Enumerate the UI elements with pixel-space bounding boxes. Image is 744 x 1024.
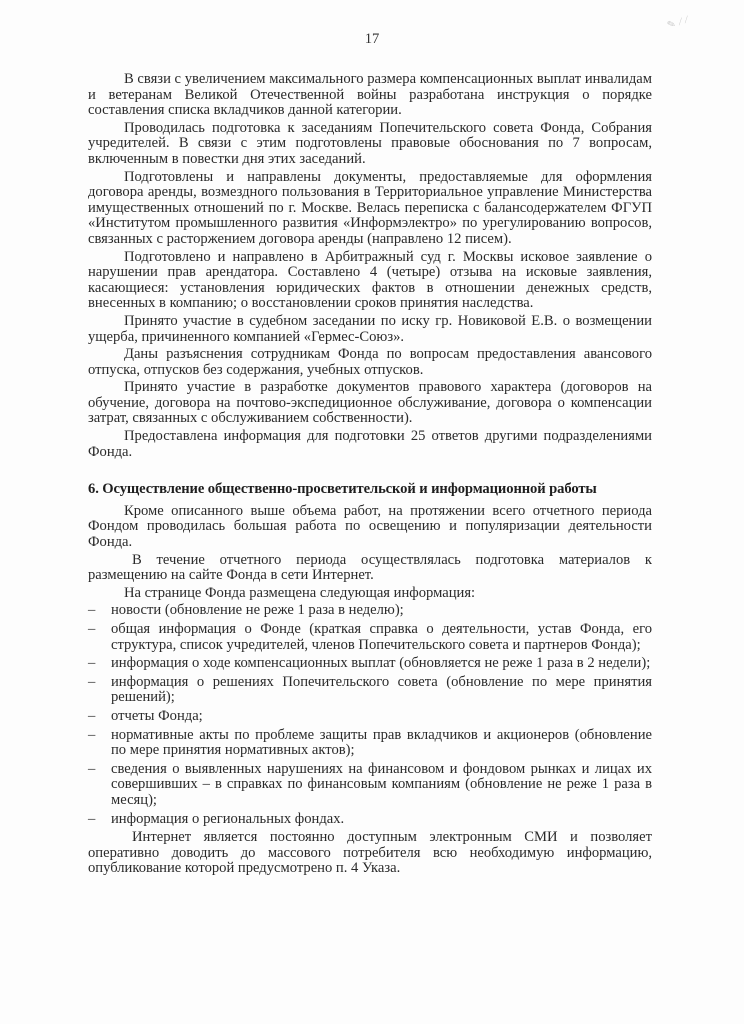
- paragraph: Подготовлено и направлено в Арбитражный суд г. Москвы исковое заявление о нарушении прав арендатора. Составлено 4 (четыре) отзыва на исковые заявления, касающиеся: установления юридических фактов в отношении денежных средств, внесенных в компанию; о восстановлении сроков принятия наследства.: [88, 248, 652, 312]
- list-item: [88, 675, 652, 706]
- dash-marker: –: [88, 726, 96, 743]
- list-item: [88, 762, 652, 809]
- list-item-text: информация о ходе компенсационных выплат (обновляется не реже 1 раза в 2 недели);: [111, 655, 651, 672]
- list-item-text: информация о региональных фондах.: [111, 810, 345, 827]
- paragraph: Даны разъяснения сотрудникам Фонда по вопросам предоставления авансового отпуска, отпусков без содержания, учебных отпусков.: [88, 346, 652, 378]
- list-item-text: сведения о выявленных нарушениях на финансовом и фондовом рынках и лицах их совершивших – в справках по финансовым компаниям (обновление не реже 1 раза в месяц);: [111, 760, 652, 808]
- dash-marker: –: [88, 810, 96, 827]
- paragraph: Проводилась подготовка к заседаниям Попечительского совета Фонда, Собрания учредителей. В связи с этим подготовлены правовые обоснования по 7 вопросам, включенным в повестки дня этих заседаний.: [88, 119, 652, 167]
- list-item-text: общая информация о Фонде (краткая справка о деятельности, устав Фонда, его структура, список учредителей, членов Попечительского совета и партнеров Фонда);: [111, 621, 652, 653]
- dash-marker: –: [88, 655, 96, 672]
- paragraph: Интернет является постоянно доступным электронным СМИ и позволяет оперативно доводить до массового потребителя всю необходимую информацию, опубликование которой предусмотрено п. 4 Указа.: [88, 829, 652, 877]
- list-item-text: новости (обновление не реже 1 раза в неделю);: [111, 602, 404, 619]
- paragraph: Подготовлены и направлены документы, предоставляемые для оформления договора аренды, возмездного пользования в Территориальное управление Министерства имущественных отношений по г. Москве. Велась переписка с балансодержателем ФГУП «Институтом промышленного развития «Информэлектро» по урегулированию вопросов, связанных с расторжением договора аренды (направлено 12 писем).: [88, 168, 652, 247]
- list-item-text: нормативные акты по проблеме защиты прав вкладчиков и акционеров (обновление по мере принятия нормативных актов);: [111, 726, 652, 759]
- dash-marker: –: [88, 760, 96, 777]
- site-content-list: [88, 603, 652, 827]
- dash-marker: –: [88, 707, 96, 724]
- section-heading: 6. Осуществление общественно-просветительской и информационной работы: [88, 481, 597, 498]
- paragraph: Предоставлена информация для подготовки 25 ответов другими подразделениями Фонда.: [88, 428, 652, 460]
- paragraph: Принято участие в судебном заседании по иску гр. Новиковой Е.В. о возмещении ущерба, причиненного компанией «Гермес-Союз».: [88, 312, 652, 345]
- list-item: [88, 622, 652, 653]
- dash-marker: –: [88, 602, 96, 619]
- list-item: [88, 709, 652, 725]
- list-item: [88, 812, 652, 828]
- paragraph: На странице Фонда размещена следующая информация:: [124, 584, 476, 601]
- list-item: [88, 728, 652, 759]
- scan-artifact: ✎ ⁄ ⁄: [665, 14, 691, 32]
- list-item-text: отчеты Фонда;: [111, 707, 203, 724]
- dash-marker: –: [88, 621, 96, 637]
- paragraph: Кроме описанного выше объема работ, на протяжении всего отчетного периода Фондом проводилась большая работа по освещению и популяризации деятельности Фонда.: [88, 502, 652, 551]
- paragraph: Принято участие в разработке документов правового характера (договоров на обучение, договора на почтово-экспедиционное обслуживание, договора о компенсации затрат, связанных с обслуживанием собственности).: [88, 379, 652, 427]
- page-content: [88, 72, 652, 879]
- dash-marker: –: [88, 673, 96, 690]
- list-item: [88, 656, 652, 672]
- paragraph: В связи с увеличением максимального размера компенсационных выплат инвалидам и ветеранам Великой Отечественной войны разработана инструкция о порядке составления списка вкладчиков данной категории.: [88, 71, 652, 119]
- list-item-text: информация о решениях Попечительского совета (обновление по мере принятия решений);: [111, 673, 652, 706]
- list-item: [88, 603, 652, 619]
- paragraph: В течение отчетного периода осуществлялась подготовка материалов к размещению на сайте Фонда в сети Интернет.: [88, 551, 652, 584]
- page-number: 17: [364, 31, 380, 47]
